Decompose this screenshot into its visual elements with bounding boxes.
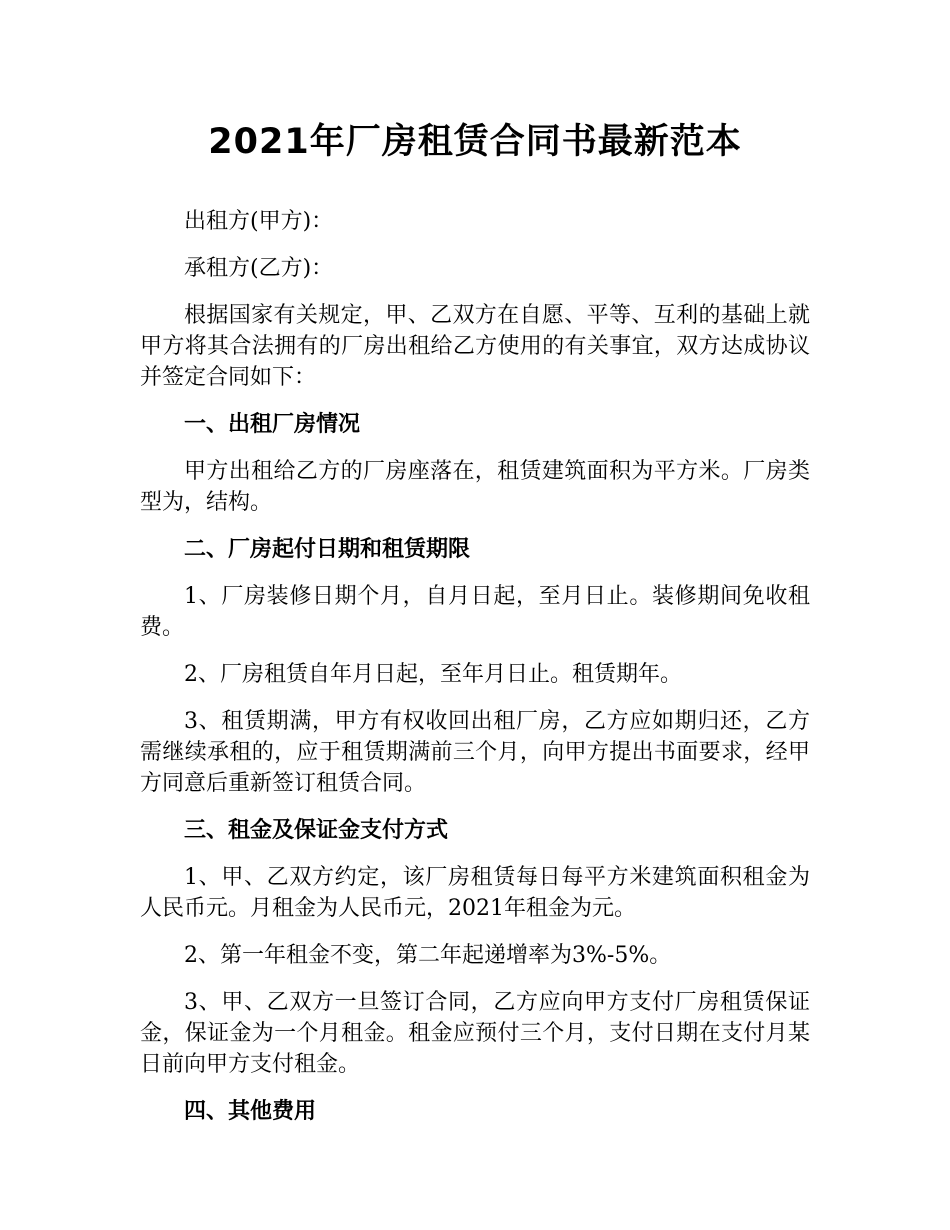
lessor-line: 出租方(甲方)：: [184, 209, 334, 234]
section-2-heading: 二、厂房起付日期和租赁期限: [184, 537, 471, 562]
section-1-paragraph-1: 甲方出租给乙方的厂房座落在，租赁建筑面积为平方米。厂房类型为，结构。: [140, 459, 810, 515]
section-3-paragraph-1: 1、甲、乙双方约定，该厂房租赁每日每平方米建筑面积租金为人民币元。月租金为人民币元，2021年租金为元。: [140, 865, 810, 921]
section-3-paragraph-3: 3、甲、乙双方一旦签订合同，乙方应向甲方支付厂房租赁保证金，保证金为一个月租金。租金应预付三个月，支付日期在支付月某日前向甲方支付租金。: [140, 990, 810, 1077]
document-title: 2021年厂房租赁合同书最新范本: [208, 122, 742, 162]
section-3-paragraph-2: 2、第一年租金不变，第二年起递增率为3%-5%。: [184, 943, 672, 968]
section-1-heading: 一、出租厂房情况: [184, 412, 361, 437]
lessee-line: 承租方(乙方)：: [184, 256, 334, 281]
section-3-heading: 三、租金及保证金支付方式: [184, 818, 449, 843]
section-2-paragraph-3: 3、租赁期满，甲方有权收回出租厂房，乙方应如期归还，乙方需继续承租的，应于租赁期满前三个月，向甲方提出书面要求，经甲方同意后重新签订租赁合同。: [140, 709, 810, 796]
intro-paragraph: 根据国家有关规定，甲、乙双方在自愿、平等、互利的基础上就甲方将其合法拥有的厂房出租给乙方使用的有关事宜，双方达成协议并签定合同如下：: [140, 303, 810, 390]
section-2-paragraph-2: 2、厂房租赁自年月日起，至年月日止。租赁期年。: [184, 662, 682, 687]
section-4-heading: 四、其他费用: [184, 1099, 317, 1124]
section-2-paragraph-1: 1、厂房装修日期个月，自月日起，至月日止。装修期间免收租费。: [140, 584, 810, 640]
